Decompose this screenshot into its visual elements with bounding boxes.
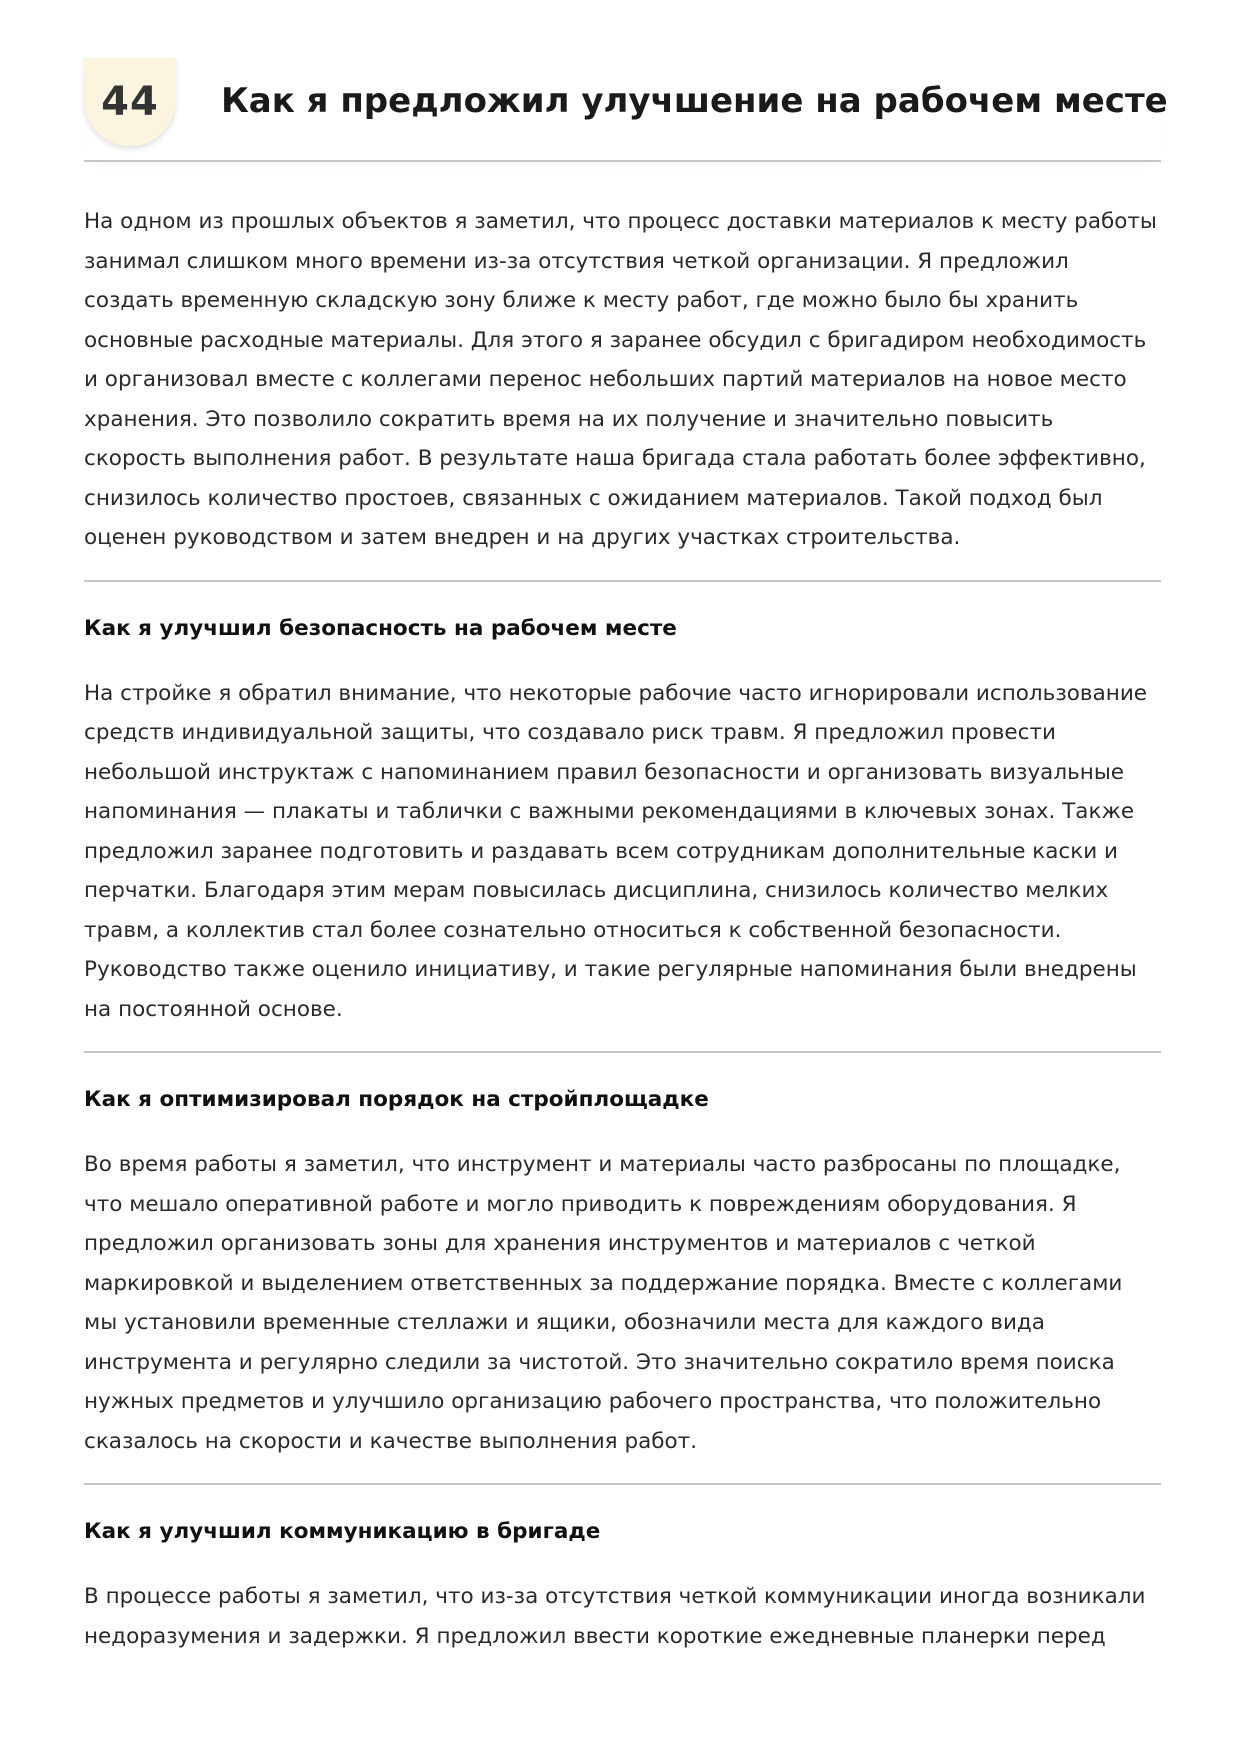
section-body: В процессе работы я заметил, что из-за отсутствия четкой коммуникации иногда возникали недоразумения и задержки. Я предложил ввести короткие ежедневные планерки перед [84, 1584, 1146, 1649]
chapter-badge [84, 58, 176, 146]
section-body: На стройке я обратил внимание, что некоторые рабочие часто игнорировали использование средств индивидуальной защиты, что создавало риск травм. Я предложил провести небольшой инструктаж с напоминанием правил безопасности и организовать визуальные напоминания — плакаты и таблички с важными рекомендациями в ключевых зонах. Также предложил заранее подготовить и раздавать всем сотрудникам дополнительные каски и перчатки. Благодаря этим мерам повысилась дисциплина, снизилось количество мелких травм, а коллектив стал более сознательно относиться к собственной безопасности. Руководство также оценило инициативу, и такие регулярные напоминания были внедрены на постоянной основе. [84, 680, 1148, 1022]
page-title: Как я предложил улучшение на рабочем месте [221, 81, 1168, 121]
section-order [84, 1085, 1161, 1485]
section-communication [84, 1517, 1161, 1678]
chapter-header [84, 58, 1168, 162]
section-body: Во время работы я заметил, что инструмент и материалы часто разбросаны по площадке, что мешало оперативной работе и могло приводить к повреждениям оборудования. Я предложил организовать зоны для хранения инструментов и материалов с четкой маркировкой и выделением ответственных за поддержание порядка. Вместе с коллегами мы установили временные стеллажи и ящики, обозначили места для каждого вида инструмента и регулярно следили за чистотой. Это значительно сократило время поиска нужных предметов и улучшило организацию рабочего пространства, что положительно сказалось на скорости и качестве выполнения работ. [84, 1152, 1123, 1454]
section-title: Как я улучшил коммуникацию в бригаде [84, 1519, 601, 1544]
document-page [84, 58, 1168, 1678]
section-title: Как я оптимизировал порядок на стройплощадке [84, 1087, 709, 1112]
section-safety [84, 614, 1161, 1054]
chapter-number: 44 [101, 79, 159, 125]
section-title: Как я улучшил безопасность на рабочем месте [84, 615, 677, 641]
lead-paragraph: На одном из прошлых объектов я заметил, что процесс доставки материалов к месту работы занимал слишком много времени из-за отсутствия четкой организации. Я предложил создать временную складскую зону ближе к месту работ, где можно было бы хранить основные расходные материалы. Для этого я заранее обсудил с бригадиром необходимость и организовал вместе с коллегами перенос небольших партий материалов на новое место хранения. Это позволило сократить время на их получение и значительно повысить скорость выполнения работ. В результате наша бригада стала работать более эффективно, снизилось количество простоев, связанных с ожиданием материалов. Такой подход был оценен руководством и затем внедрен и на других участках строительства. [84, 202, 1161, 582]
